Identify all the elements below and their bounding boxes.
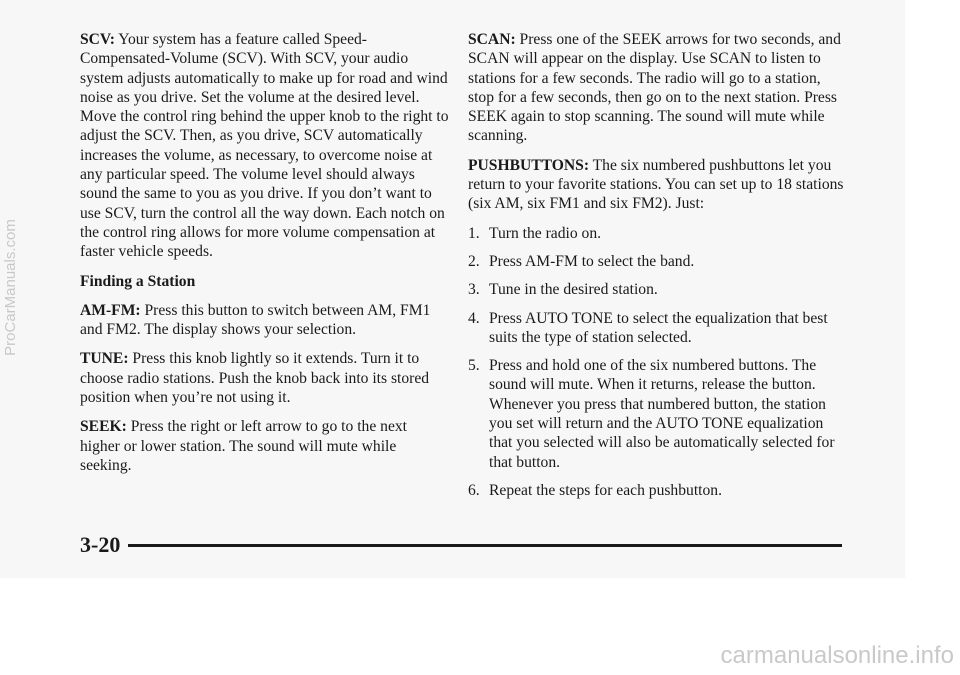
seek-paragraph [80,417,450,475]
pushbuttons-term: PUSHBUTTONS: [468,156,590,174]
tune-paragraph [80,349,450,407]
seek-text: Press the right or left arrow to go to the next higher or lower station. The sound will mute while seeking. [80,418,407,474]
scan-text: Press one of the SEEK arrows for two seconds, and SCAN will appear on the display. Use SCAN to listen to stations for a few seconds. The radio will go to a station, stop for a few seconds, then go on to the next station. Press SEEK again to stop scanning. The sound will mute while scanning. [468,31,841,145]
amfm-term: AM-FM: [80,301,141,319]
pushbuttons-text: The six numbered pushbuttons let you return to your favorite stations. You can set up to 18 stations (six AM, six FM1 and six FM2). Just: [468,156,844,213]
seek-term: SEEK: [80,418,127,436]
step-number: 1. [468,224,480,242]
step-text: Repeat the steps for each pushbutton. [489,481,722,499]
step-text: Press and hold one of the six numbered buttons. The sound will mute. When it returns, release the button. Whenever you press that numbered button, the station you set will return and the AUTO TONE equalization that you selected will also be automatically selected for that button. [489,357,835,471]
step-text: Tune in the desired station. [489,281,658,299]
step-text: Turn the radio on. [489,224,602,242]
amfm-text: Press this button to switch between AM, FM1 and FM2. The display shows your selection. [80,301,431,339]
amfm-paragraph [80,301,450,340]
step-number: 6. [468,481,480,499]
tune-term: TUNE: [80,350,129,368]
tune-text: Press this knob lightly so it extends. Turn it to choose radio stations. Push the knob back into its stored position when you’re not using it. [80,350,430,407]
right-column [468,30,846,509]
list-item [468,224,846,243]
step-number: 4. [468,309,480,327]
scan-term: SCAN: [468,31,516,48]
step-number: 2. [468,252,480,270]
page-footer [80,532,842,558]
page-number: 3-20 [80,532,121,557]
left-column [80,30,450,485]
scv-paragraph [80,30,450,262]
side-watermark [1,95,19,480]
list-item [468,481,846,500]
steps-list [468,224,846,501]
list-item [468,309,846,348]
scan-paragraph [468,30,846,146]
footer-rule [128,544,842,547]
side-watermark-text: ProCarManuals.com [1,219,19,356]
list-item [468,356,846,472]
list-item [468,280,846,299]
list-item [468,252,846,271]
step-text: Press AUTO TONE to select the equalization that best suits the type of station selected. [489,309,828,346]
pushbuttons-paragraph [468,156,846,214]
scv-text: Your system has a feature called Speed-Compensated-Volume (SCV). With SCV, your audio system adjusts automatically to make up for road and wind noise as you drive. Set the volume at the desired level. Move the control ring behind the upper knob to the right to adjust the SCV. Then, as you drive, SCV automatically increases the volume, as necessary, to overcome noise at any particular speed. The volume level should always sound the same to you as you drive. If you don’t want to use SCV, turn the control all the way down. Each notch on the control ring allows for more volume compensation at faster vehicle speeds. [80,31,449,261]
step-text: Press AM-FM to select the band. [489,252,695,270]
step-number: 3. [468,281,480,299]
scv-term: SCV: [80,31,115,48]
bottom-watermark: carmanualsonline.info [720,642,954,669]
step-number: 5. [468,357,480,375]
section-heading: Finding a Station [80,272,196,290]
